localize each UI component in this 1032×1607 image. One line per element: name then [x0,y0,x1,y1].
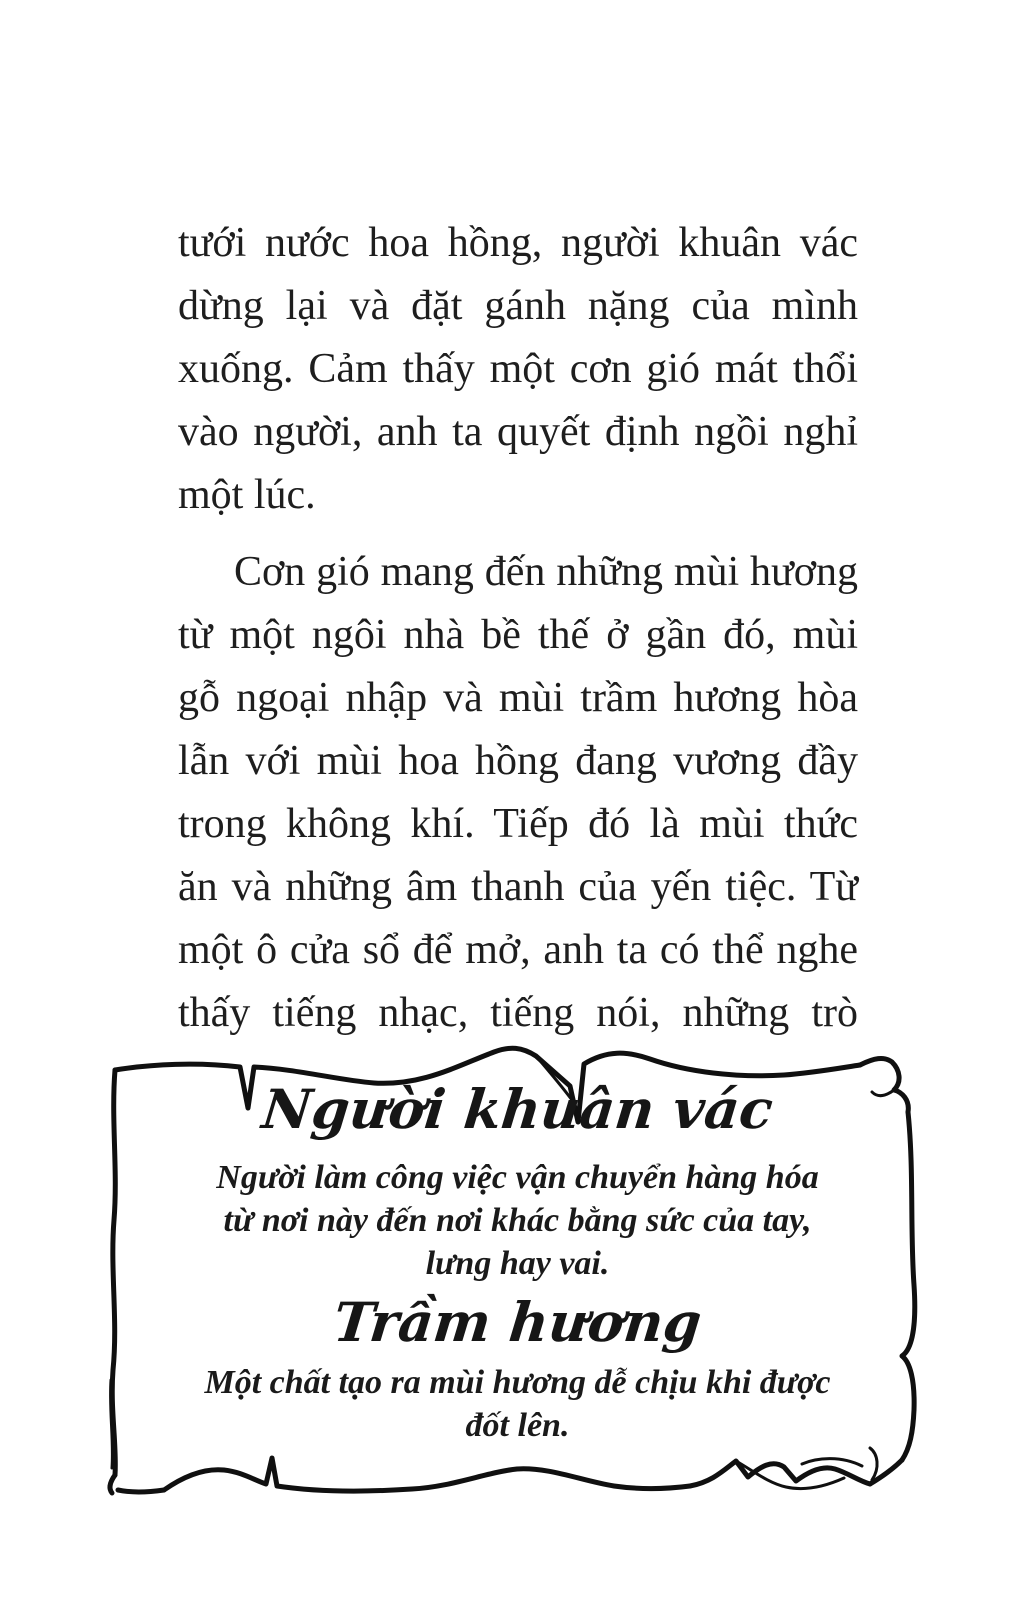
glossary-definition-line: đốt lên. [465,1407,570,1444]
body-text [178,212,858,1045]
body-line: thấy tiếng nhạc, tiếng nói, những trò [178,990,858,1036]
body-line: vào người, anh ta quyết định ngồi nghỉ [178,409,858,455]
body-line: dừng lại và đặt gánh nặng của mình [178,283,858,329]
body-line: xuống. Cảm thấy một cơn gió mát thổi [178,346,858,392]
body-line: lẫn với mùi hoa hồng đang vương đầy [178,738,858,784]
glossary-definition-line: từ nơi này đến nơi khác bằng sức của tay, [223,1202,812,1239]
glossary-box [140,1078,895,1447]
glossary-definition-line: Người làm công việc vận chuyển hàng hóa [216,1159,819,1196]
glossary-term: Người khuân vác [259,1077,776,1141]
body-line: một lúc. [178,472,316,518]
body-line: tưới nước hoa hồng, người khuân vác [178,220,858,266]
body-line: trong không khí. Tiếp đó là mùi thức [178,801,858,847]
glossary-definition-line: lưng hay vai. [425,1245,610,1282]
glossary-definition [140,1361,895,1447]
glossary-definition [140,1156,895,1285]
body-line: ăn và những âm thanh của yến tiệc. Từ [178,864,858,910]
body-line: một ô cửa sổ để mở, anh ta có thể nghe [178,927,858,973]
body-line: Cơn gió mang đến những mùi hương [234,549,858,595]
body-line: gỗ ngoại nhập và mùi trầm hương hòa [178,675,858,721]
glossary-term: Trầm hương [330,1290,705,1354]
paragraph-2 [178,541,858,1045]
body-line: từ một ngôi nhà bề thế ở gần đó, mùi [178,612,858,658]
glossary-definition-line: Một chất tạo ra mùi hương dễ chịu khi được [204,1364,831,1401]
paragraph-1 [178,212,858,527]
